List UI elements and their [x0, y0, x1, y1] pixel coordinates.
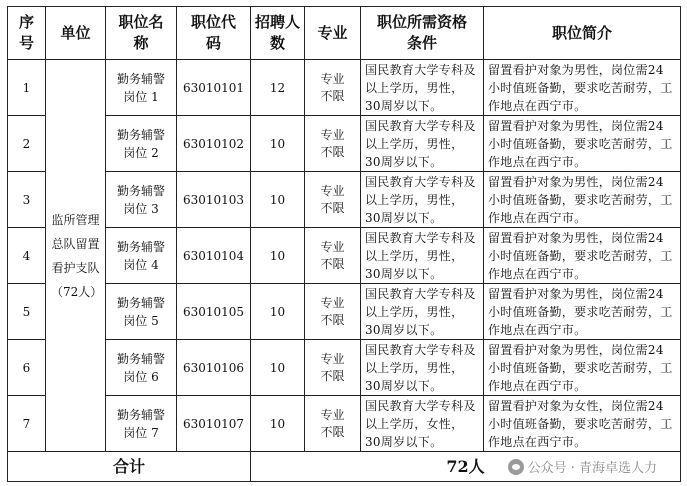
cell-recruit-count: 10	[251, 116, 305, 172]
cell-recruit-count: 10	[251, 172, 305, 228]
cell-position-name: 勤务辅警岗位 7	[106, 396, 177, 452]
table-row	[8, 228, 681, 284]
cell-major: 专业不限	[305, 60, 361, 116]
cell-position-name: 勤务辅警岗位 5	[106, 284, 177, 340]
table-row	[8, 172, 681, 228]
cell-position-name: 勤务辅警岗位 3	[106, 172, 177, 228]
total-value: 72人	[251, 452, 681, 482]
header-requirements: 职位所需资格条件	[361, 7, 484, 60]
header-intro: 职位简介	[484, 7, 681, 60]
cell-recruit-count: 12	[251, 60, 305, 116]
cell-major: 专业不限	[305, 172, 361, 228]
cell-requirements: 国民教育大学专科及以上学历，女性，30周岁以下。	[361, 396, 484, 452]
header-row	[8, 7, 681, 60]
table-row	[8, 284, 681, 340]
cell-intro: 留置看护对象为女性，岗位需24小时值班备勤，要求吃苦耐劳，工作地点在西宁市。	[484, 396, 681, 452]
cell-seq: 4	[8, 228, 46, 284]
header-major: 专业	[305, 7, 361, 60]
position-table	[7, 6, 681, 482]
wechat-icon	[508, 459, 524, 475]
cell-seq: 6	[8, 340, 46, 396]
cell-requirements: 国民教育大学专科及以上学历，男性，30周岁以下。	[361, 340, 484, 396]
watermark-text: 公众号 · 青海卓选人力	[527, 461, 657, 476]
table-row	[8, 116, 681, 172]
cell-intro: 留置看护对象为男性，岗位需24小时值班备勤，要求吃苦耐劳，工作地点在西宁市。	[484, 116, 681, 172]
cell-recruit-count: 10	[251, 396, 305, 452]
header-unit: 单位	[46, 7, 106, 60]
cell-seq: 2	[8, 116, 46, 172]
header-recruit-count: 招聘人数	[251, 7, 305, 60]
cell-intro: 留置看护对象为男性，岗位需24小时值班备勤，要求吃苦耐劳，工作地点在西宁市。	[484, 60, 681, 116]
table-row	[8, 396, 681, 452]
cell-requirements: 国民教育大学专科及以上学历，男性，30周岁以下。	[361, 116, 484, 172]
cell-position-code: 63010104	[177, 228, 251, 284]
cell-recruit-count: 10	[251, 228, 305, 284]
cell-intro: 留置看护对象为男性，岗位需24小时值班备勤，要求吃苦耐劳，工作地点在西宁市。	[484, 228, 681, 284]
cell-position-code: 63010107	[177, 396, 251, 452]
header-seq: 序号	[8, 7, 46, 60]
cell-seq: 5	[8, 284, 46, 340]
cell-intro: 留置看护对象为男性，岗位需24小时值班备勤，要求吃苦耐劳，工作地点在西宁市。	[484, 172, 681, 228]
cell-seq: 7	[8, 396, 46, 452]
table-row	[8, 60, 681, 116]
cell-seq: 3	[8, 172, 46, 228]
header-position-name: 职位名称	[106, 7, 177, 60]
cell-major: 专业不限	[305, 228, 361, 284]
cell-position-name: 勤务辅警岗位 6	[106, 340, 177, 396]
header-position-code: 职位代码	[177, 7, 251, 60]
cell-requirements: 国民教育大学专科及以上学历，男性，30周岁以下。	[361, 60, 484, 116]
table-row	[8, 340, 681, 396]
watermark	[508, 457, 657, 476]
cell-major: 专业不限	[305, 284, 361, 340]
cell-seq: 1	[8, 60, 46, 116]
cell-position-code: 63010101	[177, 60, 251, 116]
cell-intro: 留置看护对象为男性，岗位需24小时值班备勤，要求吃苦耐劳，工作地点在西宁市。	[484, 284, 681, 340]
cell-recruit-count: 10	[251, 284, 305, 340]
cell-position-code: 63010102	[177, 116, 251, 172]
cell-recruit-count: 10	[251, 340, 305, 396]
cell-position-name: 勤务辅警岗位 1	[106, 60, 177, 116]
cell-position-code: 63010103	[177, 172, 251, 228]
cell-position-name: 勤务辅警岗位 2	[106, 116, 177, 172]
cell-major: 专业不限	[305, 340, 361, 396]
cell-major: 专业不限	[305, 116, 361, 172]
cell-unit: 监所管理总队留置看护支队（72人）	[46, 60, 106, 452]
cell-requirements: 国民教育大学专科及以上学历，男性，30周岁以下。	[361, 284, 484, 340]
cell-position-name: 勤务辅警岗位 4	[106, 228, 177, 284]
total-label: 合计	[8, 452, 251, 482]
cell-position-code: 63010105	[177, 284, 251, 340]
cell-intro: 留置看护对象为男性，岗位需24小时值班备勤，要求吃苦耐劳，工作地点在西宁市。	[484, 340, 681, 396]
cell-requirements: 国民教育大学专科及以上学历，男性，30周岁以下。	[361, 172, 484, 228]
cell-major: 专业不限	[305, 396, 361, 452]
cell-requirements: 国民教育大学专科及以上学历，男性，30周岁以下。	[361, 228, 484, 284]
cell-position-code: 63010106	[177, 340, 251, 396]
